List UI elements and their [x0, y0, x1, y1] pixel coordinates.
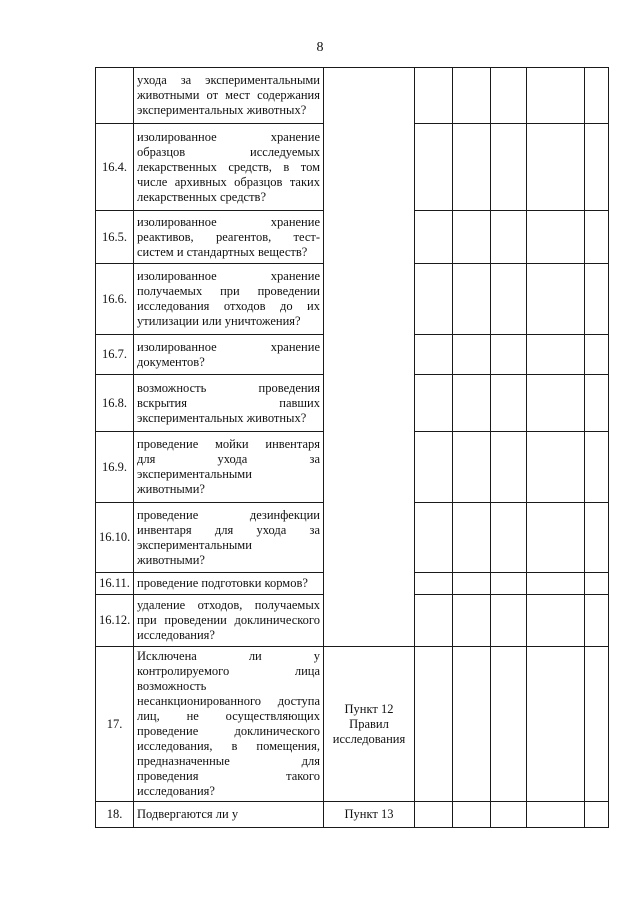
- answer-cell[interactable]: [491, 264, 527, 335]
- answer-cell[interactable]: [453, 595, 491, 647]
- item-number: 16.6.: [96, 264, 134, 335]
- question-line: удаление отходов, получаемых: [137, 598, 320, 612]
- item-number: 16.7.: [96, 335, 134, 375]
- answer-cell[interactable]: [527, 432, 585, 503]
- answer-cell[interactable]: [453, 68, 491, 124]
- answer-cell[interactable]: [415, 211, 453, 264]
- requirement-question: [134, 68, 324, 124]
- answer-cell[interactable]: [453, 264, 491, 335]
- item-number: 17.: [96, 647, 134, 802]
- answer-cell[interactable]: [415, 335, 453, 375]
- requirement-question: [134, 647, 324, 802]
- answer-cell[interactable]: [527, 647, 585, 802]
- question-line: систем и стандартных веществ?: [137, 244, 308, 259]
- legal-reference-line: исследования: [332, 731, 406, 746]
- requirement-question: [134, 595, 324, 647]
- item-number: 16.12.: [96, 595, 134, 647]
- answer-cell[interactable]: [527, 264, 585, 335]
- answer-cell[interactable]: [491, 124, 527, 211]
- answer-cell[interactable]: [491, 335, 527, 375]
- question-line: Подвергаются ли у: [137, 807, 239, 821]
- answer-cell[interactable]: [585, 124, 609, 211]
- table-row: [96, 802, 609, 828]
- question-line: проведение доклинического: [137, 724, 320, 738]
- question-line: лекарственных средств, в том: [137, 159, 320, 174]
- answer-cell[interactable]: [453, 432, 491, 503]
- answer-cell[interactable]: [491, 68, 527, 124]
- requirement-question: [134, 264, 324, 335]
- question-line: экспериментальных животных?: [137, 103, 307, 117]
- answer-cell[interactable]: [527, 595, 585, 647]
- answer-cell[interactable]: [585, 595, 609, 647]
- question-line: проведения такого: [137, 769, 320, 783]
- table-row: [96, 68, 609, 124]
- answer-cell[interactable]: [527, 802, 585, 828]
- question-line: лекарственных средств?: [137, 189, 267, 204]
- question-line: проведение мойки инвентаря: [137, 437, 320, 451]
- legal-reference-empty: [324, 68, 415, 647]
- question-line: экспериментальными: [137, 537, 252, 552]
- answer-cell[interactable]: [415, 68, 453, 124]
- item-number: 16.8.: [96, 375, 134, 432]
- answer-cell[interactable]: [415, 124, 453, 211]
- answer-cell[interactable]: [491, 503, 527, 573]
- answer-cell[interactable]: [585, 432, 609, 503]
- answer-cell[interactable]: [585, 802, 609, 828]
- answer-cell[interactable]: [527, 573, 585, 595]
- legal-reference: [324, 647, 415, 802]
- question-line: исследования?: [137, 784, 215, 798]
- answer-cell[interactable]: [527, 335, 585, 375]
- answer-cell[interactable]: [491, 573, 527, 595]
- answer-cell[interactable]: [453, 503, 491, 573]
- answer-cell[interactable]: [415, 503, 453, 573]
- question-line: предназначенные для: [137, 754, 320, 768]
- question-line: получаемых при проведении: [137, 284, 320, 298]
- question-line: экспериментальными: [137, 467, 252, 481]
- item-number: 18.: [96, 802, 134, 828]
- question-line: исследования отходов до их: [137, 299, 320, 313]
- question-line: ухода за экспериментальными: [137, 73, 320, 87]
- answer-cell[interactable]: [415, 573, 453, 595]
- answer-cell[interactable]: [585, 647, 609, 802]
- answer-cell[interactable]: [415, 647, 453, 802]
- answer-cell[interactable]: [453, 211, 491, 264]
- question-line: инвентаря для ухода за: [137, 522, 320, 537]
- requirement-question: [134, 335, 324, 375]
- legal-reference-line: Пункт 12: [344, 701, 394, 716]
- question-line: утилизации или уничтожения?: [137, 314, 301, 328]
- answer-cell[interactable]: [415, 432, 453, 503]
- question-line: возможность: [137, 679, 207, 693]
- answer-cell[interactable]: [585, 264, 609, 335]
- question-line: несанкционированного доступа: [137, 694, 320, 708]
- answer-cell[interactable]: [585, 68, 609, 124]
- answer-cell[interactable]: [415, 264, 453, 335]
- question-line: экспериментальных животных?: [137, 410, 307, 425]
- answer-cell[interactable]: [453, 573, 491, 595]
- answer-cell[interactable]: [527, 503, 585, 573]
- answer-cell[interactable]: [453, 335, 491, 375]
- question-line: числе архивных образцов таких: [137, 174, 320, 189]
- answer-cell[interactable]: [453, 124, 491, 211]
- item-number: 16.5.: [96, 211, 134, 264]
- answer-cell[interactable]: [527, 124, 585, 211]
- requirement-question: [134, 503, 324, 573]
- question-line: лиц, не осуществляющих: [137, 709, 320, 723]
- item-number: 16.11.: [96, 573, 134, 595]
- question-line: исследования, в помещения,: [137, 739, 320, 753]
- answer-cell[interactable]: [415, 375, 453, 432]
- question-line: Исключена ли у: [137, 649, 320, 663]
- answer-cell[interactable]: [527, 68, 585, 124]
- question-line: вскрытия павших: [137, 395, 320, 410]
- answer-cell[interactable]: [585, 335, 609, 375]
- legal-reference: Пункт 13: [324, 802, 415, 828]
- requirement-question: [134, 375, 324, 432]
- answer-cell[interactable]: [491, 647, 527, 802]
- legal-reference-line: Правил: [349, 716, 389, 731]
- question-line: при проведении доклинического: [137, 613, 320, 627]
- checklist-table: [95, 67, 609, 828]
- table-row: [96, 647, 609, 802]
- question-line: животными?: [137, 552, 205, 567]
- question-line: исследования?: [137, 628, 215, 642]
- answer-cell[interactable]: [453, 375, 491, 432]
- question-line: изолированное хранение: [137, 339, 320, 354]
- answer-cell[interactable]: [453, 647, 491, 802]
- question-line: изолированное хранение: [137, 269, 320, 283]
- requirement-question: [134, 124, 324, 211]
- question-line: возможность проведения: [137, 380, 320, 395]
- question-line: образцов исследуемых: [137, 144, 320, 159]
- question-line: животными от мест содержания: [137, 88, 320, 102]
- question-line: проведение подготовки кормов?: [137, 576, 308, 590]
- question-line: для ухода за: [137, 452, 320, 466]
- question-line: документов?: [137, 354, 205, 369]
- page-number: 8: [316, 40, 324, 55]
- question-line: изолированное хранение: [137, 129, 320, 144]
- requirement-question: [134, 211, 324, 264]
- answer-cell[interactable]: [527, 211, 585, 264]
- item-number: 16.4.: [96, 124, 134, 211]
- item-number: 16.10.: [96, 503, 134, 573]
- question-line: контролируемого лица: [137, 664, 320, 678]
- question-line: проведение дезинфекции: [137, 507, 320, 522]
- question-line: животными?: [137, 482, 205, 496]
- answer-cell[interactable]: [453, 802, 491, 828]
- answer-cell[interactable]: [585, 375, 609, 432]
- item-number: 16.9.: [96, 432, 134, 503]
- answer-cell[interactable]: [585, 211, 609, 264]
- answer-cell[interactable]: [491, 375, 527, 432]
- answer-cell[interactable]: [585, 503, 609, 573]
- answer-cell[interactable]: [491, 211, 527, 264]
- requirement-question: [134, 573, 324, 595]
- answer-cell[interactable]: [491, 432, 527, 503]
- answer-cell[interactable]: [491, 595, 527, 647]
- question-line: изолированное хранение: [137, 214, 320, 229]
- answer-cell[interactable]: [527, 375, 585, 432]
- answer-cell[interactable]: [415, 802, 453, 828]
- item-number: [96, 68, 134, 124]
- question-line: реактивов, реагентов, тест-: [137, 229, 320, 244]
- answer-cell[interactable]: [415, 595, 453, 647]
- requirement-question: [134, 432, 324, 503]
- answer-cell[interactable]: [585, 573, 609, 595]
- requirement-question: [134, 802, 324, 828]
- answer-cell[interactable]: [491, 802, 527, 828]
